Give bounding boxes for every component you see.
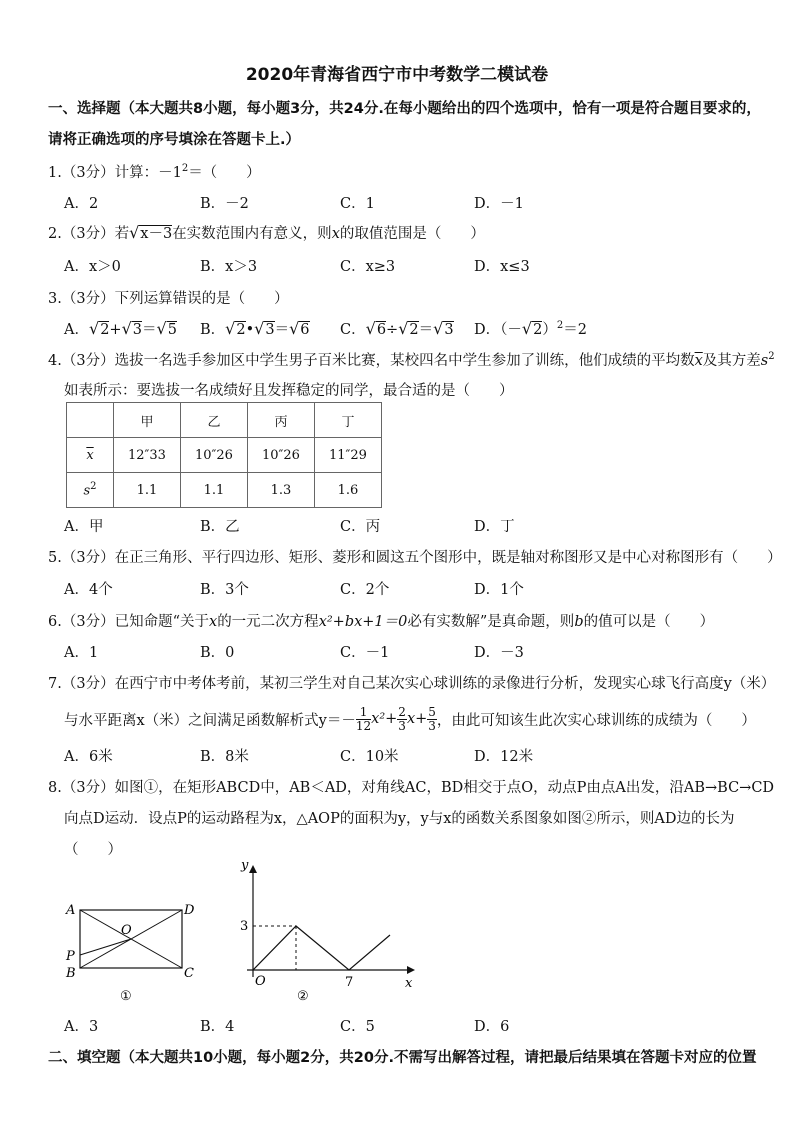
figure-1-caption: ① [120, 989, 132, 1004]
q4-text: 选拔一名选手参加区中学生男子百米比赛，某校四名中学生参加了训练，他们成绩的平均数 [114, 353, 695, 369]
function-graph [253, 926, 390, 970]
table-cell: 1.1 [181, 473, 248, 508]
table-header-cell: 甲 [114, 403, 181, 438]
q8-score: （3分） [61, 780, 115, 796]
q1-tail: ＝（ ） [188, 165, 261, 181]
question-8-line3: （ ） [64, 842, 122, 858]
question-7-line1: 7.（3分）在西宁市中考体考前，某初三学生对自己某次实心球训练的录像进行分析，发现实心球飞行高度y（米） [48, 676, 776, 692]
radical-sign-icon: √ [521, 319, 533, 338]
radical-sign-icon: √ [129, 223, 140, 242]
q5-option-c: C．2个 [340, 582, 390, 598]
radical-sign-icon: √ [365, 319, 376, 338]
q1-score: （3分） [61, 165, 115, 181]
q4-option-a: A．甲 [64, 519, 104, 535]
radical-sign-icon: √ [398, 319, 409, 338]
section2-header: 二、填空题（本大题共10小题，每小题2分，共20分.不需写出解答过程，请把最后结果填在答题卡对应的位置 [48, 1050, 757, 1066]
y-axis-arrow-icon [249, 865, 257, 873]
q1-stem: 计算：－1 [114, 165, 182, 181]
q7-score: （3分） [61, 676, 115, 692]
x-tick-label: 7 [345, 975, 354, 990]
label-p: P [66, 949, 75, 964]
q8-option-a: A．3 [64, 1019, 99, 1035]
question-1 [48, 161, 261, 182]
radical-sign-icon: √ [433, 319, 444, 338]
x-axis-arrow-icon [407, 966, 415, 974]
q4-score: （3分） [61, 353, 115, 369]
radical-sign-icon: √ [289, 319, 300, 338]
fraction: $\frac{5}{3}$ [428, 704, 436, 733]
q2-option-a: A．x＞0 [64, 259, 121, 275]
radical-sign-icon: √ [88, 319, 100, 338]
q5-number: 5. [48, 550, 62, 566]
q7-option-c: C．10米 [340, 749, 399, 765]
q8-option-d: D．6 [474, 1019, 510, 1035]
table-row-label: $s^2$ [67, 473, 114, 508]
question-4-line1: 4.（3分）选拔一名选手参加区中学生男子百米比赛，某校四名中学生参加了训练，他们成绩的平均数$\overline{x}$及其方差$s^2$ [48, 351, 775, 369]
section1-header-line1: 一、选择题（本大题共8小题，每小题3分，共24分.在每小题给出的四个选项中，恰有一项是符合题目要求的， [48, 101, 761, 117]
question-4-line2: 如表所示：要选拔一名成绩好且发挥稳定的同学，最合适的是（ ） [64, 383, 514, 399]
table-row [67, 403, 382, 438]
q4-data-table [66, 402, 382, 508]
q6-option-d: D．－3 [474, 645, 524, 661]
origin-label: O [255, 974, 266, 989]
q2-tail: 的取值范围是（ ） [339, 226, 485, 242]
table-cell: 1.3 [248, 473, 315, 508]
q8-number: 8. [48, 780, 62, 796]
label-a: A [66, 903, 76, 918]
table-row [67, 438, 382, 473]
q4-option-d: D．丁 [474, 519, 515, 535]
figure-2-caption: ② [297, 989, 309, 1004]
y-axis-label: y [241, 858, 249, 873]
q3-option-a: A．√2+√3＝√5 [64, 319, 177, 338]
question-8-line2: 向点D运动．设点P的运动路程为x，△AOP的面积为y，y与x的函数关系图象如图②所示，则AD边的长为 [64, 811, 735, 827]
radical-sign-icon: √ [225, 319, 236, 338]
question-3 [48, 287, 289, 308]
table-cell: 11″29 [315, 438, 382, 473]
q2-number: 2. [48, 226, 62, 242]
table-header-cell: 乙 [181, 403, 248, 438]
q2-variable: x [331, 226, 340, 242]
q2-option-d: D．x≤3 [474, 259, 530, 275]
q6-option-c: C．－1 [340, 645, 390, 661]
table-cell: 12″33 [114, 438, 181, 473]
q7-option-b: B．8米 [200, 749, 249, 765]
q1-option-d: D．－1 [474, 196, 524, 212]
question-7-line2: 与水平距离x（米）之间满足函数解析式y＝－ $\frac{1}{12}$ x²+ $\frac{2}{3}$ x+ $\frac{5}{3}$ ，由此可知该生此次实心球训练的成绩为（ ） [64, 704, 756, 733]
table-cell: 10″26 [181, 438, 248, 473]
q5-option-b: B．3个 [200, 582, 249, 598]
q6-option-a: A．1 [64, 645, 99, 661]
q5-option-a: A．4个 [64, 582, 113, 598]
q4-variance-symbol: s [760, 353, 769, 369]
q3-option-b: B．√2•√3＝√6 [200, 319, 310, 338]
q2-radicand: x－3 [140, 226, 173, 242]
q4-number: 4. [48, 353, 62, 369]
q3-number: 3. [48, 291, 62, 307]
q5-score: （3分） [61, 550, 115, 566]
label-d: D [184, 903, 195, 918]
table-cell: 1.6 [315, 473, 382, 508]
q1-option-c: C．1 [340, 196, 375, 212]
q8-figure-graph [225, 855, 425, 1010]
q7-number: 7. [48, 676, 62, 692]
q4-option-c: C．丙 [340, 519, 381, 535]
q5-option-d: D．1个 [474, 582, 524, 598]
q6-score: （3分） [61, 614, 115, 630]
radical-sign-icon: √ [156, 319, 167, 338]
page-title: 2020年青海省西宁市中考数学二模试卷 [245, 65, 549, 85]
q6-equation: x²+bx+1＝0 [318, 614, 408, 630]
question-2 [48, 222, 485, 243]
table-header-cell: 丁 [315, 403, 382, 438]
question-6: 6.（3分）已知命题“关于x的一元二次方程x²+bx+1＝0必有实数解”是真命题，则b的值可以是（ ） [48, 614, 715, 630]
q1-option-a: A．2 [64, 196, 99, 212]
q2-pre: 若 [114, 226, 130, 242]
q7-option-a: A．6米 [64, 749, 113, 765]
q4-option-b: B．乙 [200, 519, 240, 535]
table-header-cell [67, 403, 114, 438]
q7-option-d: D．12米 [474, 749, 534, 765]
question-8-line1: 8.（3分）如图①，在矩形ABCD中，AB＜AD，对角线AC，BD相交于点O，动点P由点A出发，沿AB→BC→CD [48, 780, 775, 796]
q1-number: 1. [48, 165, 62, 181]
label-b: B [66, 966, 76, 981]
q8-option-b: B．4 [200, 1019, 235, 1035]
x-axis-label: x [405, 976, 413, 991]
table-cell: 1.1 [114, 473, 181, 508]
q3-stem: 下列运算错误的是（ ） [114, 291, 289, 307]
table-header-cell: 丙 [248, 403, 315, 438]
q2-score: （3分） [61, 226, 115, 242]
label-c: C [184, 966, 194, 981]
q5-stem: 在正三角形、平行四边形、矩形、菱形和圆这五个图形中，既是轴对称图形又是中心对称图形有（ ） [114, 550, 782, 566]
q3-option-c: C．√6÷√2＝√3 [340, 319, 454, 338]
radical-sign-icon: √ [254, 319, 265, 338]
section1-header-line2: 请将正确选项的序号填涂在答题卡上.） [48, 132, 301, 148]
table-row-label: $\overline{x}$ [67, 438, 114, 473]
table-cell: 10″26 [248, 438, 315, 473]
fraction: $\frac{2}{3}$ [398, 704, 406, 733]
q6-option-b: B．0 [200, 645, 235, 661]
q2-option-c: C．x≥3 [340, 259, 396, 275]
question-5 [48, 546, 782, 567]
q4-mean-symbol: $\overline{x}$ [694, 353, 703, 369]
fraction: $\frac{1}{12}$ [355, 704, 372, 733]
q3-option-d: D．$(-√2)^2=2$ [474, 319, 587, 338]
q1-option-b: B．－2 [200, 196, 249, 212]
table-row [67, 473, 382, 508]
q8-option-c: C．5 [340, 1019, 375, 1035]
label-o: O [121, 923, 132, 938]
q2-option-b: B．x＞3 [200, 259, 258, 275]
y-tick-label: 3 [240, 919, 249, 934]
q8-figure-rectangle [60, 895, 200, 1010]
q2-mid: 在实数范围内有意义，则 [172, 226, 332, 242]
q6-number: 6. [48, 614, 62, 630]
segment-po [80, 939, 131, 955]
radical-sign-icon: √ [121, 319, 132, 338]
q3-score: （3分） [61, 291, 115, 307]
q1-exponent: 2 [181, 163, 189, 175]
